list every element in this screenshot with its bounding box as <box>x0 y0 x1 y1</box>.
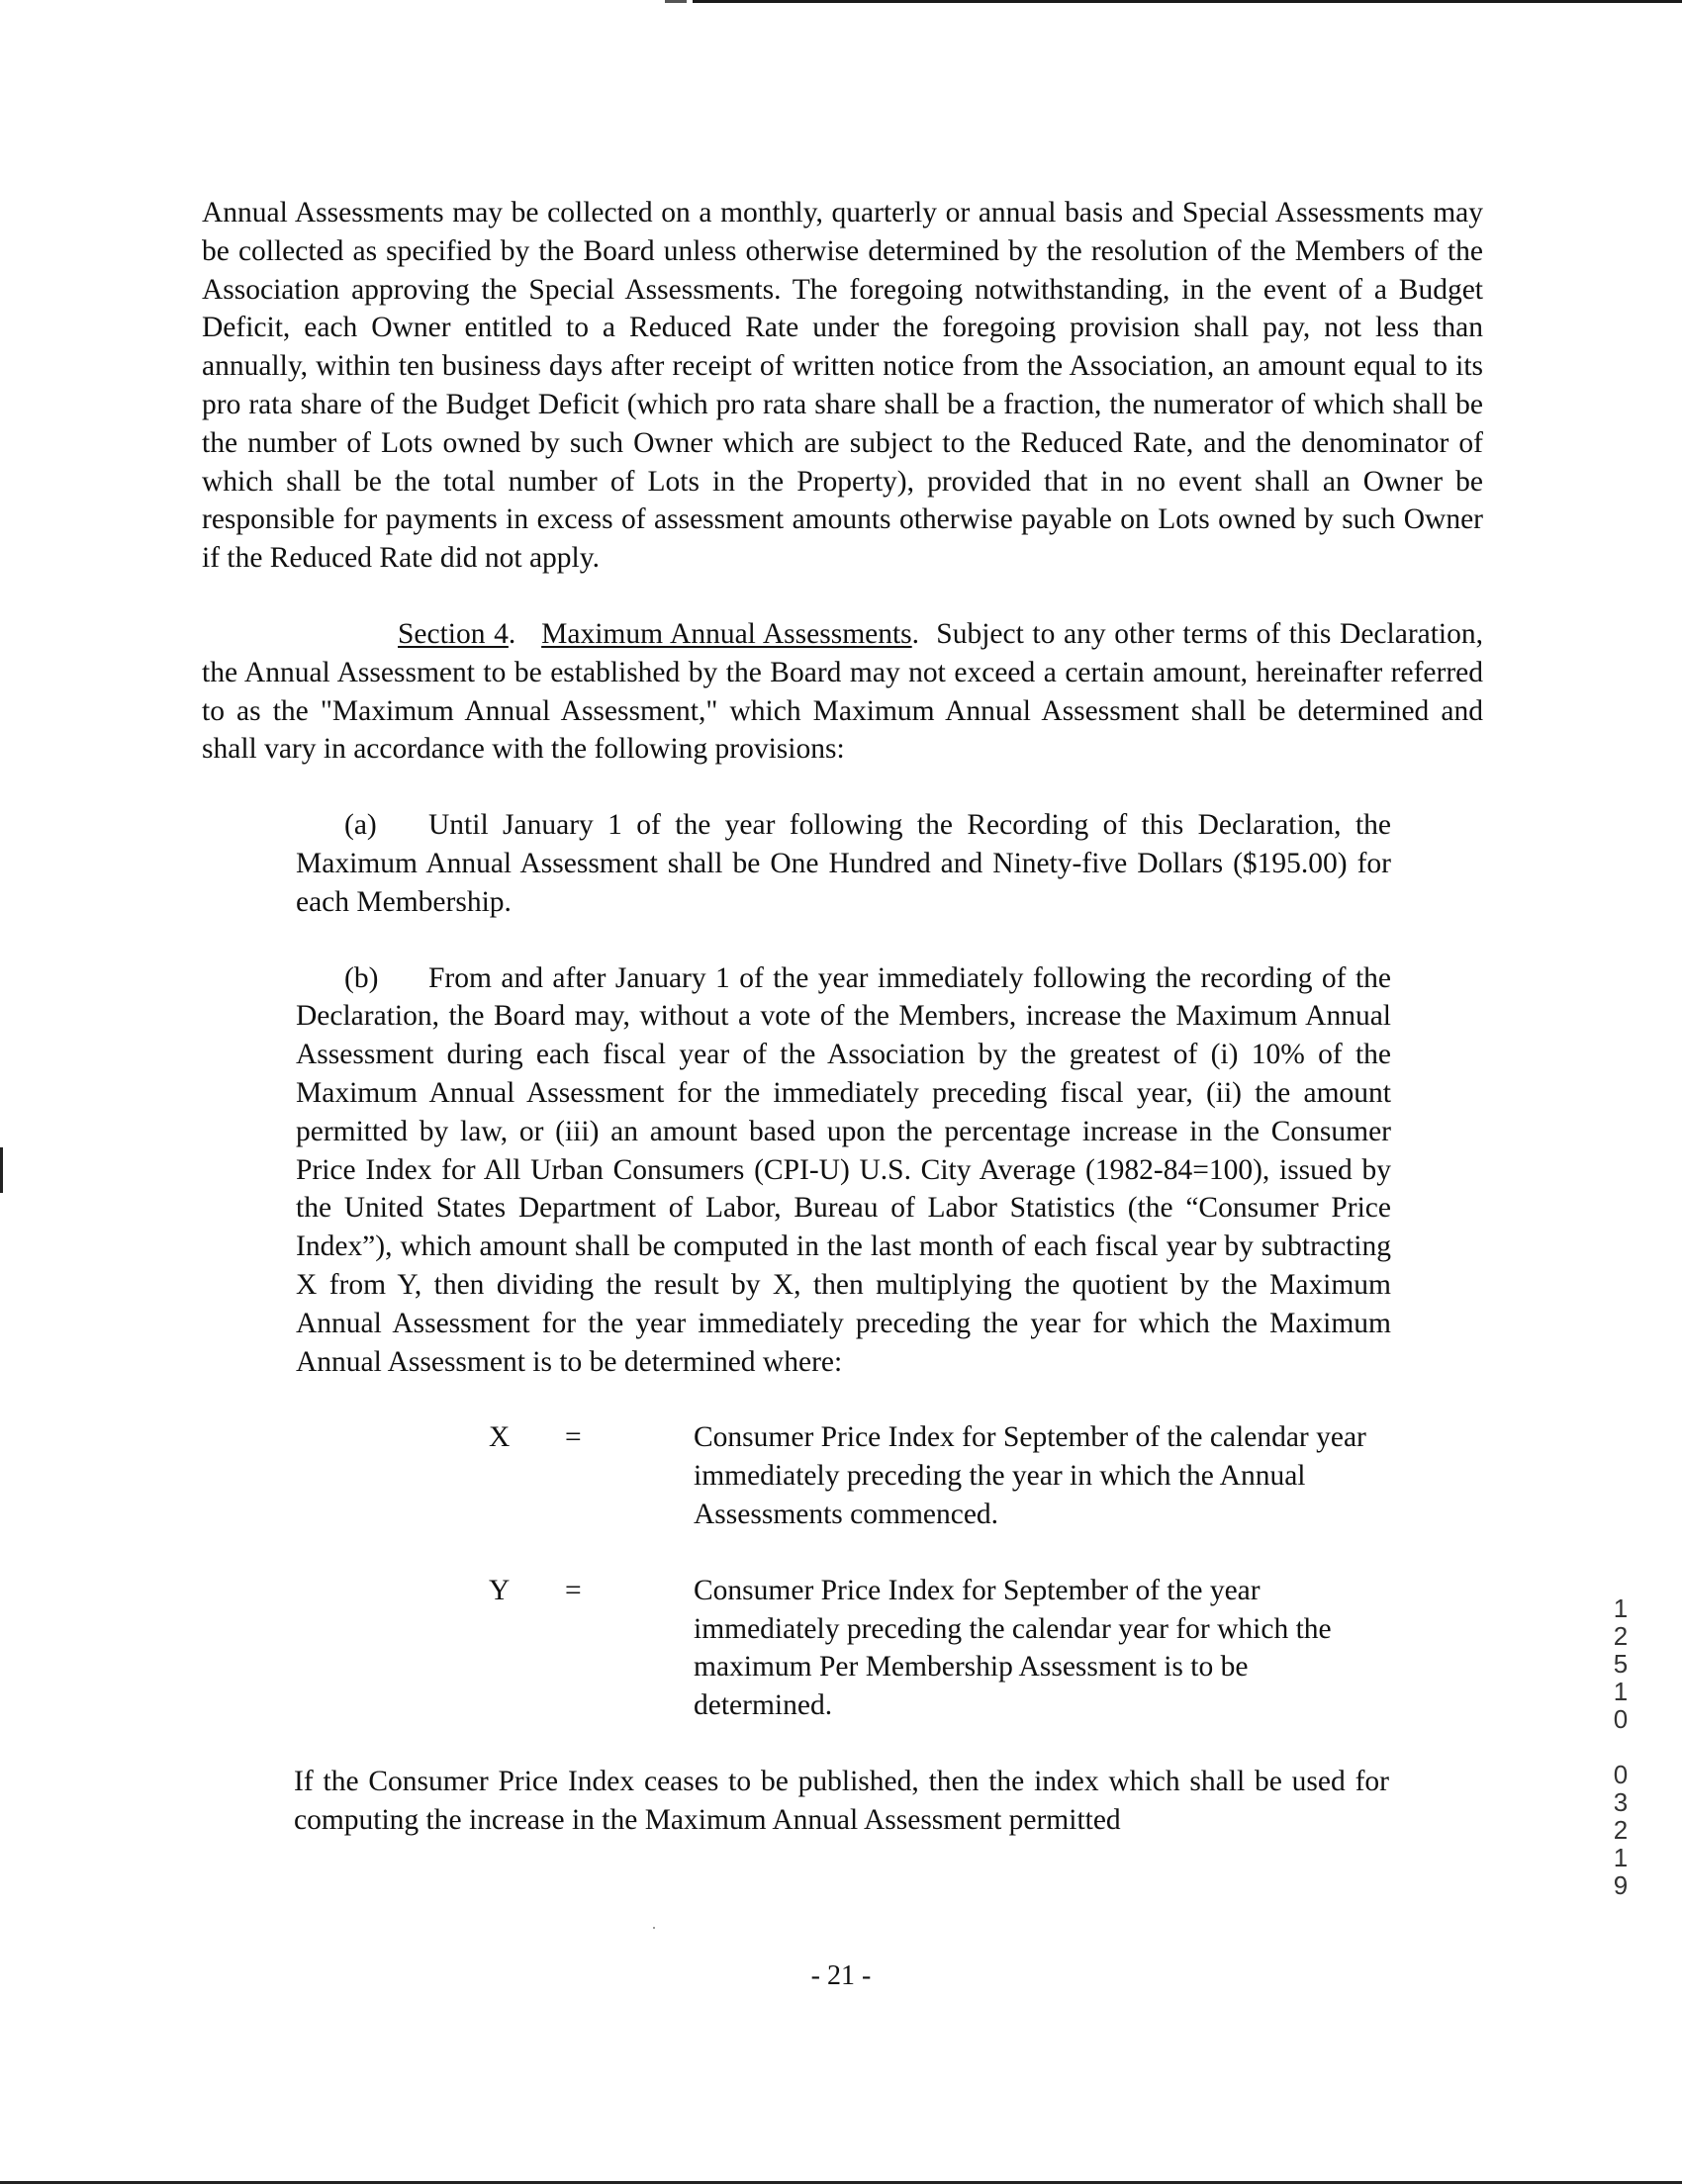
section-4-paragraph: Section 4. Maximum Annual Assessments. Subject to any other terms of this Declaration, the Annual Assessment to be established by the Board may not exceed a certain amount, hereinafter referred to as the "Maximum Annual Assessment," which Maximum Annual Assessment shall be determined and shall vary in accordance with the following provisions: <box>202 617 1484 766</box>
stamp-digit: 0 <box>1613 1704 1629 1734</box>
definition-variable: X <box>489 1421 511 1454</box>
definition-equals: = <box>565 1421 582 1454</box>
top-border-line <box>693 0 1682 3</box>
definition-equals: = <box>565 1574 582 1606</box>
stamp-digit: 9 <box>1613 1870 1629 1900</box>
stamp-digit: 2 <box>1613 1621 1629 1651</box>
subsection-b <box>296 959 1391 1382</box>
section-body: Subject to any other terms of this Declaration, the Annual Assessment to be established by the Board may not exceed a certain amount, hereinafter referred to as the "Maximum Annual Assessment," which Maximum Annual Assessment shall be determined and shall vary in accordance with the following provisions: <box>202 617 1484 766</box>
paragraph-assessment-collection: Annual Assessments may be collected on a monthly, quarterly or annual basis and Special Assessments may be collected as specified by the Board unless otherwise determined by the resolution of the Members of the Association approving the Special Assessments. The foregoing notwithstanding, in the event of a Budget Deficit, each Owner entitled to a Reduced Rate under the foregoing provision shall pay, not less than annually, within ten business days after receipt of written notice from the Association, an amount equal to its pro rata share of the Budget Deficit (which pro rata share shall be a fraction, the numerator of which shall be the number of Lots owned by such Owner which are subject to the Reduced Rate, and the denominator of which shall be the total number of Lots in the Property), provided that in no event shall an Owner be responsible for payments in excess of assessment amounts otherwise payable on Lots owned by such Owner if the Reduced Rate did not apply. <box>202 197 1483 575</box>
left-edge-mark <box>0 1147 3 1193</box>
section-title: Maximum Annual Assessments <box>541 617 912 650</box>
document-page <box>202 194 1483 1839</box>
subsection-b-label: (b) <box>344 961 379 994</box>
definition-variable: Y <box>489 1574 511 1606</box>
paragraph-cpi-ceases: If the Consumer Price Index ceases to be published, then the index which shall be used for computing the increase in the Maximum Annual Assessment permitted <box>294 1765 1389 1836</box>
top-edge-mark <box>665 0 687 3</box>
margin-recording-stamp <box>1601 1594 1640 1899</box>
stamp-digit: 2 <box>1613 1815 1629 1845</box>
subsection-a-label: (a) <box>344 809 377 842</box>
definition-y <box>202 1572 1483 1725</box>
stamp-digit: 1 <box>1613 1843 1629 1872</box>
definition-text: Consumer Price Index for September of the year immediately preceding the calendar year for which the maximum Per Membership Assessment is to be determined. <box>694 1574 1332 1722</box>
page-number: - 21 - <box>810 1960 872 1991</box>
subsection-b-text: From and after January 1 of the year immediately following the recording of the Declaration, the Board may, without a vote of the Members, increase the Maximum Annual Assessment during each fiscal year of the Association by the greatest of (i) 10% of the Maximum Annual Assessment for the immediately preceding fiscal year, (ii) the amount permitted by law, or (iii) an amount based upon the percentage increase in the Consumer Price Index for All Urban Consumers (CPI-U) U.S. City Average (1982-84=100), issued by the United States Department of Labor, Bureau of Labor Statistics (the “Consumer Price Index”), which amount shall be computed in the last month of each fiscal year by subtracting X from Y, then dividing the result by X, then multiplying the quotient by the Maximum Annual Assessment for the year immediately preceding the year for which the Maximum Annual Assessment is to be determined where: <box>296 961 1391 1378</box>
section-number: Section 4 <box>398 617 509 650</box>
stamp-digit: 1 <box>1613 1593 1629 1623</box>
stamp-digit: 0 <box>1613 1760 1629 1789</box>
subsection-a <box>296 806 1391 921</box>
stamp-digit: 5 <box>1613 1649 1629 1679</box>
stamp-digit: 3 <box>1613 1787 1629 1817</box>
subsection-a-text: Until January 1 of the year following the Recording of this Declaration, the Maximum Annual Assessment shall be One Hundred and Ninety-five Dollars ($195.00) for each Membership. <box>296 809 1391 918</box>
stamp-gap <box>1601 1733 1640 1761</box>
definition-x <box>202 1418 1483 1533</box>
definition-text: Consumer Price Index for September of the calendar year immediately preceding the year in which the Annual Assessments commenced. <box>694 1421 1366 1530</box>
stamp-digit: 1 <box>1613 1677 1629 1706</box>
speck-mark <box>653 1927 655 1929</box>
